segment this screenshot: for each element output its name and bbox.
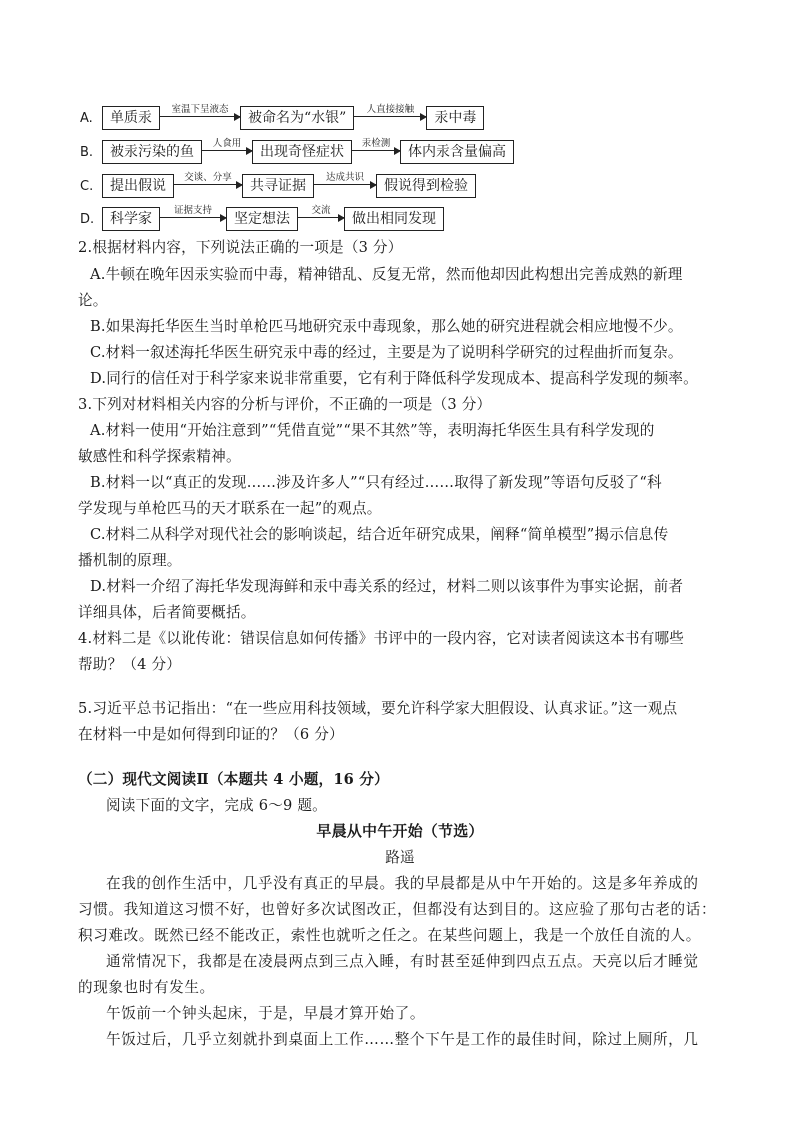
q2-option-c: C.材料一叙述海托华医生研究汞中毒的经过，主要是为了说明科学研究的过程曲折而复杂。 [90,344,683,361]
passage-author: 路遥 [385,849,415,866]
question-5: 5.习近平总书记指出：“在一些应用科技领域，要允许科学家大胆假设、认真求证。”这一观点 [78,700,678,717]
q3-option-d-cont: 详细具体，后者简要概括。 [78,604,256,621]
q3-option-c: C.材料二从科学对现代社会的影响谈起，结合近年研究成果，阐释“简单模型”揭示信息传 [90,526,669,543]
option-c-diagram [80,173,476,199]
diagram-node: 体内汞含量偏高 [400,140,514,164]
q3-option-c-cont: 播机制的原理。 [78,552,182,569]
option-letter: D. [80,211,95,227]
passage-p3: 午饭前一个钟头起床，于是，早晨才算开始了。 [106,1005,426,1022]
arrow-line [314,184,376,185]
diagram-arrow [174,172,242,196]
arrow-label: 交谈、分享 [184,172,232,183]
q2-option-a-cont: 论。 [78,292,108,309]
q2-option-d: D.同行的信任对于科学家来说非常重要，它有利于降低科学发现成本、提高科学发现的频率。 [90,370,698,387]
arrow-label: 证据支持 [173,205,212,216]
q2-option-b: B.如果海托华医生当时单枪匹马地研究汞中毒现象，那么她的研究进程就会相应地慢不少。 [90,318,683,335]
arrow-label: 达成共识 [325,172,364,183]
diagram-node: 共寻证据 [242,174,314,198]
option-d-diagram [80,206,444,232]
diagram-node: 做出相同发现 [344,207,444,231]
diagram-arrow [352,138,400,162]
passage-p1-line3: 积习难改。既然已经不能改正，索性也就听之任之。在某些问题上，我是一个放任自流的人。 [78,927,701,944]
question-4-cont: 帮助？（4 分） [78,656,182,673]
arrow-label: 人直接接触 [366,104,415,115]
arrow-line [174,184,242,185]
diagram-node: 提出假说 [102,174,174,198]
passage-p4-line1: 午饭过后，几乎立刻就扑到桌面上工作……整个下午是工作的最佳时间，除过上厕所，几 [106,1031,699,1048]
arrow-line [202,150,252,151]
diagram-node: 被汞污染的鱼 [102,140,202,164]
diagram-arrow [160,104,240,128]
q3-option-d: D.材料一介绍了海托华发现海鲜和汞中毒关系的经过，材料二则以该事件为事实论据，前者 [90,578,684,595]
question-5-cont: 在材料一中是如何得到印证的？（6 分） [78,726,344,743]
diagram-node: 汞中毒 [426,106,484,130]
arrow-label: 人食用 [212,138,242,149]
arrow-label: 汞检测 [361,138,391,149]
question-4: 4.材料二是《以讹传讹：错误信息如何传播》书评中的一段内容，它对读者阅读这本书有哪些 [78,630,685,647]
arrow-label: 交流 [311,205,331,216]
passage-p1-line1: 在我的创作生活中，几乎没有真正的早晨。我的早晨都是从中午开始的。这是多年养成的 [106,875,699,892]
diagram-node: 科学家 [102,207,160,231]
q3-option-b-cont: 学发现与单枪匹马的天才联系在一起”的观点。 [78,500,382,517]
diagram-node: 单质汞 [102,106,160,130]
q3-option-a-cont: 敏感性和科学探索精神。 [78,448,241,465]
arrow-label: 室温下呈液态 [171,104,229,115]
diagram-arrow [160,205,226,229]
passage-p2-line2: 的现象也时有发生。 [78,979,215,996]
diagram-node: 假说得到检验 [376,174,476,198]
diagram-node: 出现奇怪症状 [252,140,352,164]
section-instruction: 阅读下面的文字，完成 6～9 题。 [106,797,327,814]
question-3-stem: 3.下列对材料相关内容的分析与评价，不正确的一项是（3 分） [78,396,492,413]
passage-title: 早晨从中午开始（节选） [316,822,484,840]
question-2-stem: 2.根据材料内容，下列说法正确的一项是（3 分） [78,239,403,256]
diagram-arrow [298,205,344,229]
arrow-line [354,116,426,117]
section-heading: （二）现代文阅读Ⅱ（本题共 4 小题，16 分） [78,771,389,788]
passage-p1-line2: 习惯。我知道这习惯不好，也曾好多次试图改正，但都没有达到目的。这应验了那句古老的话： [78,901,717,918]
diagram-node: 被命名为“水银” [240,106,354,130]
diagram-node: 坚定想法 [226,207,298,231]
option-a-diagram [80,105,484,131]
option-letter: C. [80,178,94,194]
q3-option-a: A.材料一使用“开始注意到”“凭借直觉”“果不其然”等，表明海托华医生具有科学发现的 [90,422,655,439]
option-b-diagram [80,139,514,165]
arrow-line [160,116,240,117]
q2-option-a: A.牛顿在晚年因汞实验而中毒，精神错乱、反复无常，然而他却因此构想出完善成熟的新理 [90,266,683,283]
option-letter: A. [80,110,93,126]
arrow-line [160,217,226,218]
q3-option-b: B.材料一以“真正的发现……涉及许多人”“只有经过……取得了新发现”等语句反驳了“科 [90,474,662,491]
passage-p2-line1: 通常情况下，我都是在凌晨两点到三点入睡，有时甚至延伸到四点五点。天亮以后才睡觉 [106,953,699,970]
arrow-line [298,217,344,218]
diagram-arrow [354,104,426,128]
option-letter: B. [80,144,94,160]
diagram-arrow [314,172,376,196]
diagram-arrow [202,138,252,162]
arrow-line [352,150,400,151]
